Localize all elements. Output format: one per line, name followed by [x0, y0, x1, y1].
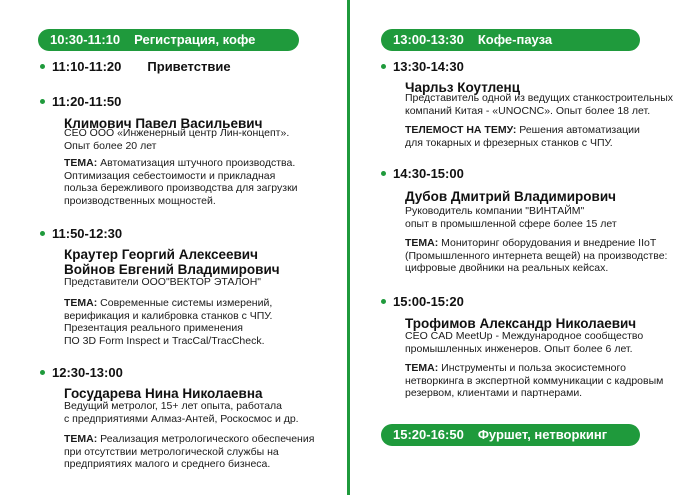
speaker-description: Представитель одной из ведущих станкостроительных компаний Китая - «UNOCNC». Опыт более 18 лет. — [405, 92, 674, 117]
speaker-description: Руководитель компании "ВИНТАЙМ" опыт в промышленной сфере более 15 лет — [405, 205, 617, 230]
speaker-name: Трофимов Александр Николаевич — [405, 316, 637, 331]
bullet-dot — [40, 99, 45, 104]
session-topic: ТЕЛЕМОСТ НА ТЕМУ: Решения автоматизации для токарных и фрезерных станков с ЧПУ. — [405, 124, 640, 149]
session-topic: ТЕМА: Инструменты и польза экосистемного нетворкинга в экспертной коммуникации с кадровым резервом, клиентами и партнерами. — [405, 362, 664, 400]
speaker-name: Войнов Евгений Владимирович — [64, 262, 280, 277]
speaker-name: Дубов Дмитрий Владимирович — [405, 189, 616, 204]
registration-time: 10:30-11:10 — [50, 32, 121, 47]
speaker-description: Ведущий метролог, 15+ лет опыта, работала с предприятиями Алмаз-Антей, Роскосмос и др. — [64, 400, 299, 425]
buffet-time: 15:20-16:50 — [393, 427, 464, 442]
session-topic: ТЕМА: Современные системы измерений, верификация и калибровка станков с ЧПУ. Презентация реального применения ПО 3D Form Inspect и TracCal/TracCheck. — [64, 297, 273, 347]
bullet-dot — [381, 64, 386, 69]
bullet-dot — [381, 299, 386, 304]
session-topic: ТЕМА: Мониторинг оборудования и внедрение IIoT (Промышленного интернета вещей) на производстве: цифровые двойники на реальных кейсах. — [405, 237, 668, 275]
coffee-break-label: Кофе-пауза — [477, 32, 553, 47]
bullet-dot — [40, 64, 45, 69]
speaker-description: Представители ООО"ВЕКТОР ЭТАЛОН" — [64, 276, 262, 288]
session-time: 11:50-12:30 — [40, 226, 122, 242]
speaker-name: Чарльз Коутленц — [405, 80, 521, 95]
bullet-dot — [40, 370, 45, 375]
buffet-label: Фуршет, нетворкинг — [477, 427, 608, 442]
column-divider — [347, 0, 350, 495]
registration-pill — [38, 29, 299, 51]
bullet-dot — [381, 171, 386, 176]
buffet-pill — [381, 424, 640, 446]
session-time: 14:30-15:00 — [381, 166, 464, 182]
session-topic: ТЕМА: Автоматизация штучного производства. Оптимизация себестоимости и прикладная польза бережливого производства для загрузки производственных мощностей. — [64, 157, 298, 207]
bullet-dot — [40, 231, 45, 236]
session-time: 13:30-14:30 — [381, 59, 464, 75]
session-topic: ТЕМА: Реализация метрологического обеспечения при отсутствии метрологической службы на предприятиях малого и среднего бизнеса. — [64, 433, 315, 471]
speaker-description: СЕО ООО «Инженерный центр Лин-концепт». Опыт более 20 лет — [64, 127, 290, 152]
coffee-break-time: 13:00-13:30 — [393, 32, 464, 47]
registration-label: Регистрация, кофе — [134, 32, 256, 47]
speaker-name: Государева Нина Николаевна — [64, 386, 263, 401]
speaker-name: Климович Павел Васильевич — [64, 116, 263, 131]
session-time: 15:00-15:20 — [381, 294, 464, 310]
speaker-name: Краутер Георгий Алексеевич — [64, 247, 258, 262]
session-time: 12:30-13:00 — [40, 365, 123, 381]
session-time: 11:20-11:50 — [40, 94, 121, 110]
welcome-label: Приветствие — [147, 59, 231, 74]
speaker-description: CEO CAD MeetUp - Международное сообщество промышленных инженеров. Опыт более 6 лет. — [405, 330, 644, 355]
coffee-break-pill — [381, 29, 640, 51]
welcome-slot — [40, 59, 231, 75]
welcome-time: 11:10-11:20 — [52, 59, 122, 74]
